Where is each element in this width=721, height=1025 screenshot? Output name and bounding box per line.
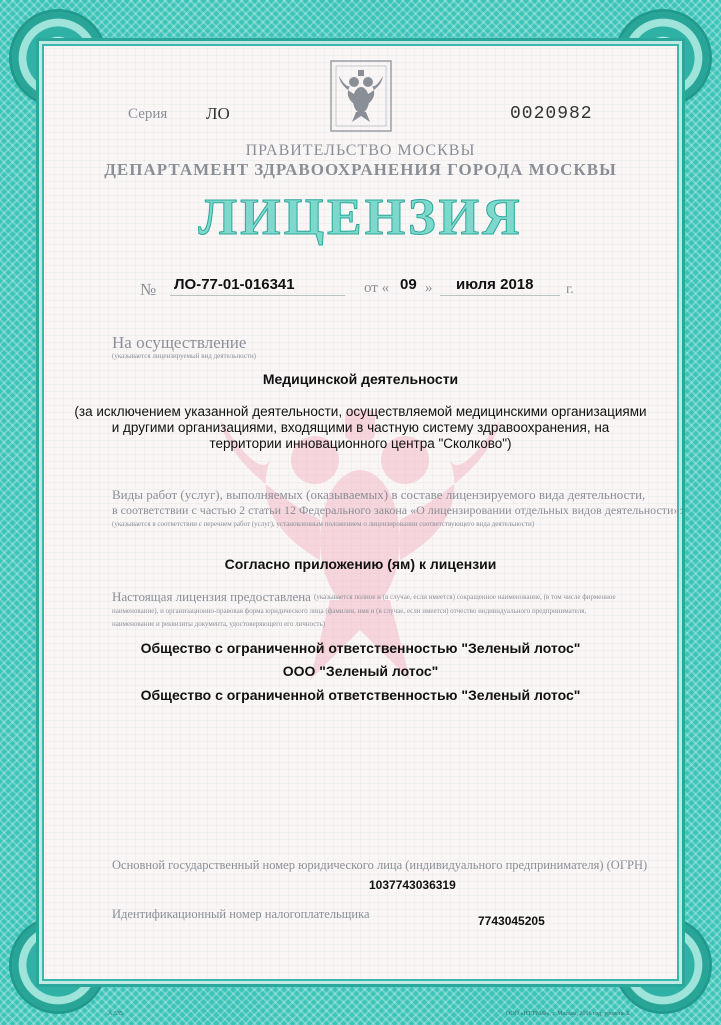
inn-value: 7743045205	[478, 914, 545, 928]
date-quote-close: »	[425, 280, 433, 296]
activity-value: Медицинской деятельности	[262, 371, 459, 387]
holder-hint-1: (указывается полное и (в случае, если имеется) сокращенное наименование, (в том числе фирменное	[314, 593, 616, 601]
form-code: А.535	[108, 1011, 123, 1017]
holder-brand-name: Общество с ограниченной ответственностью "Зеленый лотос"	[140, 687, 581, 703]
holder-hint-2: наименование), и организационно-правовая форма юридического лица (фамилия, имя и (в случае, если имеется) отчество индивидуального предпринимателя,	[112, 607, 587, 615]
works-line-2: в соответствии с частью 2 статьи 12 Федерального закона «О лицензировании отдельных видов деятельности»:	[112, 503, 683, 517]
holder-short-name: ООО "Зеленый лотос"	[282, 663, 439, 679]
ogrn-value: 1037743036319	[369, 878, 456, 892]
year-suffix: г.	[566, 282, 574, 297]
works-line-1: Виды работ (услуг), выполняемых (оказываемых) в составе лицензируемого вида деятельности,	[112, 487, 646, 502]
activity-hint: (указывается лицензируемый вид деятельности)	[112, 352, 257, 360]
license-title: ЛИЦЕНЗИЯ	[198, 189, 523, 246]
government-title: ПРАВИТЕЛЬСТВО МОСКВЫ	[245, 142, 476, 159]
inn-label: Идентификационный номер налогоплательщика	[112, 907, 370, 921]
works-value: Согласно приложению (ям) к лицензии	[224, 556, 497, 572]
works-hint: (указывается в соответствии с перечнем работ (услуг), установленным положением о лицензировании соответствующего вида деятельности)	[112, 520, 535, 528]
license-number: ЛО-77-01-016341	[174, 276, 295, 293]
department-title: ДЕПАРТАМЕНТ ЗДРАВООХРАНЕНИЯ ГОРОДА МОСКВЫ	[104, 160, 617, 179]
holder-hint-3: наименование и реквизиты документа, удостоверяющего его личность)	[112, 620, 325, 628]
printer-info: ООО «НТТРАФ», г. Москва, 2016 год, уровень Б	[506, 1011, 630, 1017]
number-underline	[170, 295, 345, 296]
date-from-label: от «	[364, 280, 390, 296]
license-day: 09	[400, 276, 417, 293]
activity-label: На осуществление	[112, 333, 247, 352]
activity-desc-2: и другими организациями, входящими в частную систему здравоохранения, на	[111, 420, 610, 435]
ogrn-label: Основной государственный номер юридического лица (индивидуального предпринимателя) (ОГРН)	[112, 858, 648, 872]
document-number: 0020982	[510, 104, 593, 124]
activity-desc-1: (за исключением указанной деятельности, осуществляемой медицинскими организациями	[74, 404, 647, 419]
number-sign: №	[140, 280, 157, 299]
holder-label: Настоящая лицензия предоставлена	[112, 589, 311, 604]
series-label: Серия	[128, 106, 168, 122]
coat-of-arms-icon	[330, 60, 392, 132]
holder-full-name: Общество с ограниченной ответственностью "Зеленый лотос"	[140, 640, 581, 656]
activity-desc-3: территории инновационного центра "Сколково")	[209, 436, 512, 451]
license-month-year: июля 2018	[456, 276, 534, 293]
date-underline	[440, 295, 560, 296]
series-value: ЛО	[206, 104, 230, 123]
